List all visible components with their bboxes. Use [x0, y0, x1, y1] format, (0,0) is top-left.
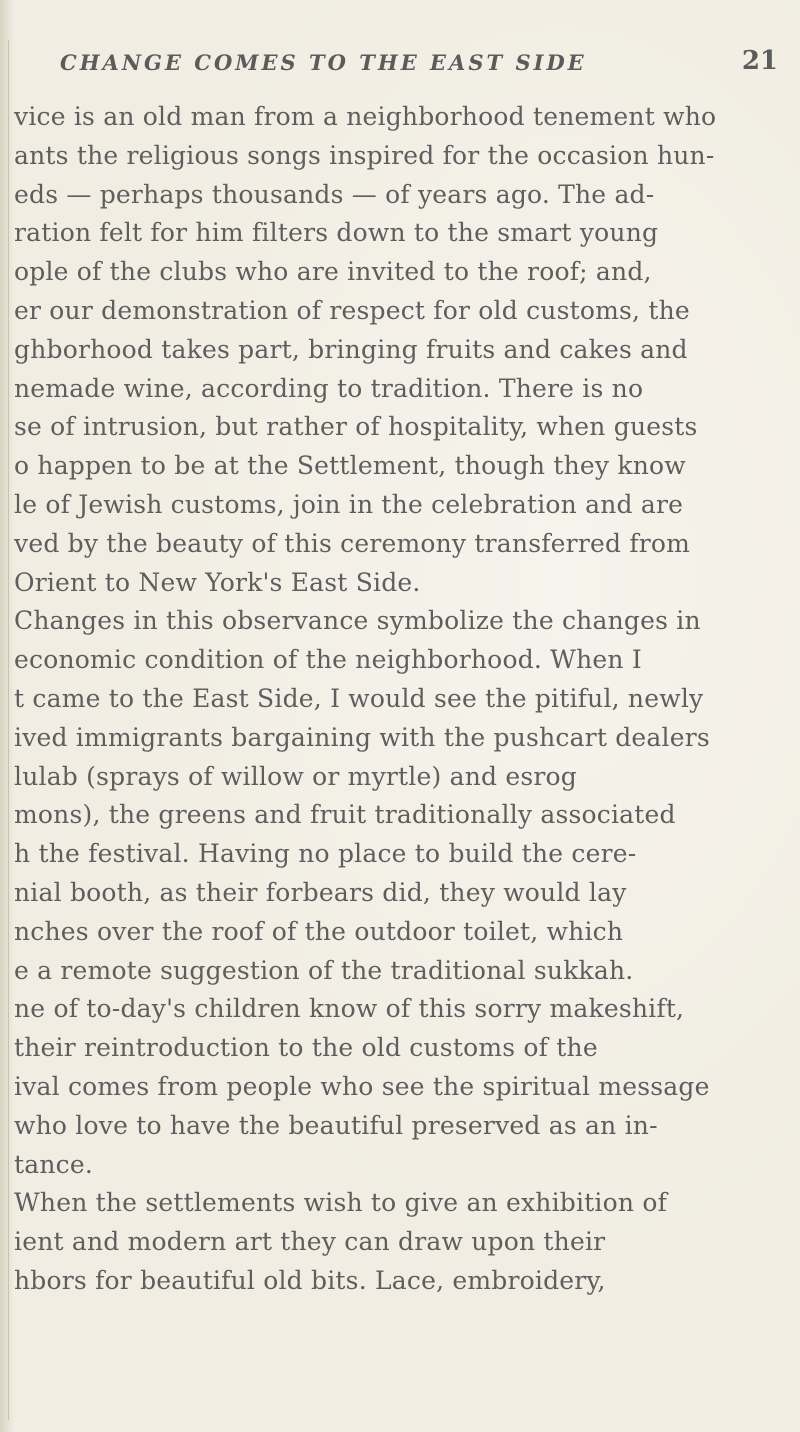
text-line: Orient to New York's East Side.	[14, 567, 421, 597]
running-head	[60, 46, 778, 86]
text-line: economic condition of the neighborhood. When I	[14, 645, 642, 675]
text-line: h the festival. Having no place to build the cere-	[14, 839, 637, 869]
text-line: ival comes from people who see the spiritual message	[14, 1071, 710, 1101]
text-line: When the settlements wish to give an exhibition of	[14, 1188, 668, 1218]
text-line: vice is an old man from a neighborhood tenement who	[14, 102, 717, 131]
text-line: lulab (sprays of willow or myrtle) and esrog	[14, 761, 577, 791]
text-line: e a remote suggestion of the traditional sukkah.	[14, 955, 634, 985]
text-line: mons), the greens and fruit traditionally associated	[14, 800, 676, 830]
body-text	[14, 98, 794, 1301]
text-line: le of Jewish customs, join in the celebration and are	[14, 489, 684, 519]
text-line: eds — perhaps thousands — of years ago. The ad-	[14, 179, 655, 209]
text-line: ghborhood takes part, bringing fruits and cakes and	[14, 334, 688, 364]
text-line: nial booth, as their forbears did, they would lay	[14, 877, 627, 907]
text-line: their reintroduction to the old customs of the	[14, 1033, 598, 1063]
text-line: o happen to be at the Settlement, though they know	[14, 451, 686, 481]
page-number: 21	[741, 46, 778, 76]
text-line: ants the religious songs inspired for the occasion hun-	[14, 140, 715, 170]
text-line: t came to the East Side, I would see the pitiful, newly	[14, 683, 704, 713]
text-line: er our demonstration of respect for old customs, the	[14, 295, 690, 325]
text-line: se of intrusion, but rather of hospitality, when guests	[14, 412, 698, 442]
text-line: nches over the roof of the outdoor toilet, which	[14, 916, 624, 946]
text-line: hbors for beautiful old bits. Lace, embroidery,	[14, 1265, 606, 1295]
text-line: tance.	[14, 1149, 93, 1179]
text-line: ved by the beauty of this ceremony transferred from	[14, 528, 691, 558]
text-line: who love to have the beautiful preserved as an in-	[14, 1110, 658, 1140]
text-line: ne of to-day's children know of this sorry makeshift,	[14, 994, 685, 1024]
running-title: CHANGE COMES TO THE EAST SIDE	[60, 50, 587, 75]
text-line: ived immigrants bargaining with the pushcart dealers	[14, 722, 710, 752]
text-line: ration felt for him filters down to the smart young	[14, 218, 659, 248]
text-line: ople of the clubs who are invited to the roof; and,	[14, 257, 652, 287]
text-line: ient and modern art they can draw upon their	[14, 1227, 606, 1257]
gutter-line	[8, 40, 9, 1420]
spine-shadow	[0, 0, 14, 1432]
text-line: Changes in this observance symbolize the changes in	[14, 606, 701, 636]
text-line: nemade wine, according to tradition. There is no	[14, 373, 644, 403]
